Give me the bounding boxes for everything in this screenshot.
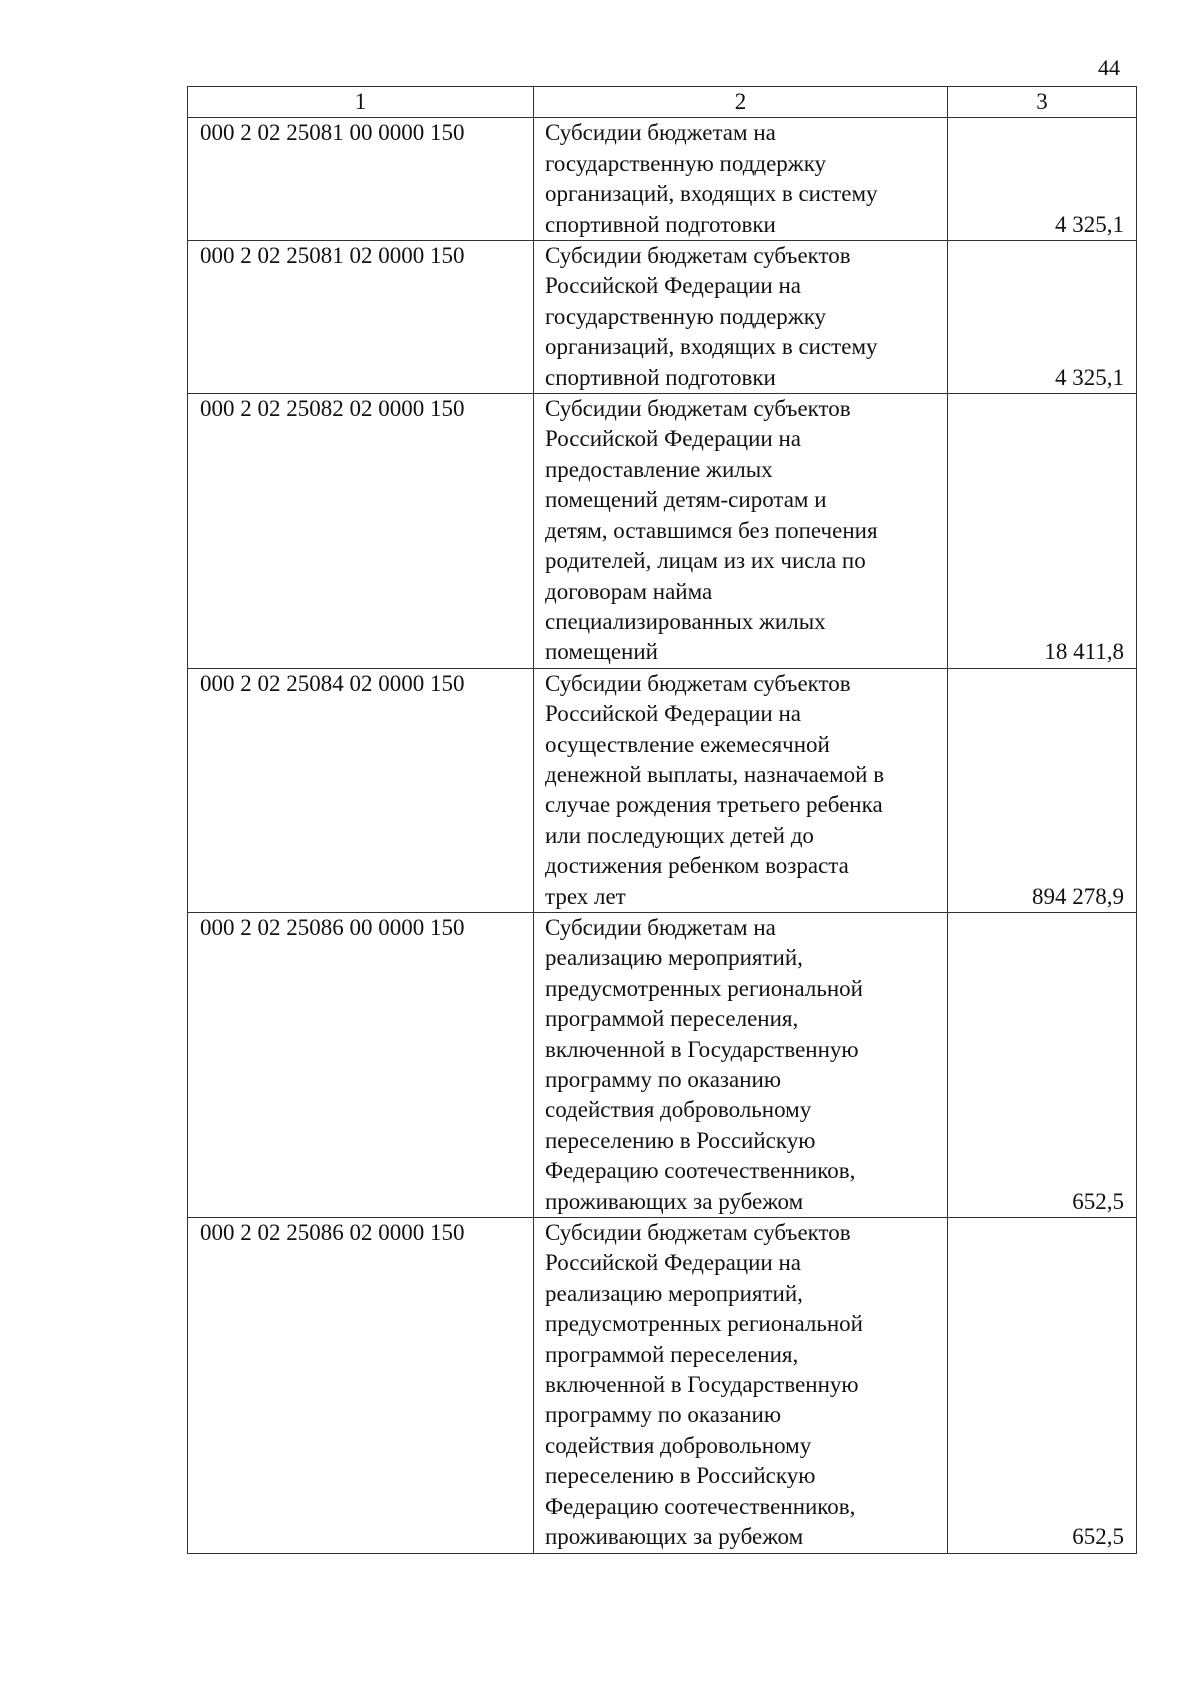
description-line: помещений bbox=[545, 639, 658, 665]
table-row bbox=[188, 394, 1137, 669]
budget-code-cell: 000 2 02 25086 00 0000 150 bbox=[188, 912, 534, 1217]
description-line: организаций, входящих в систему bbox=[545, 181, 878, 207]
description-line: спортивной подготовки bbox=[545, 211, 776, 237]
description-line: Федерацию соотечественников, bbox=[545, 1493, 856, 1519]
description-line: случае рождения третьего ребенка bbox=[545, 792, 883, 818]
description-line: Субсидии бюджетам субъектов bbox=[545, 243, 851, 269]
description-line: Российской Федерации на bbox=[545, 1250, 801, 1276]
description-line: Субсидии бюджетам субъектов bbox=[545, 670, 851, 696]
description-line: переселению в Российскую bbox=[545, 1127, 816, 1153]
description-line: осуществление ежемесячной bbox=[545, 731, 830, 757]
description-line: родителей, лицам из их числа по bbox=[545, 548, 866, 574]
description-line: трех лет bbox=[545, 883, 626, 909]
description-line: Российской Федерации на bbox=[545, 426, 801, 452]
description-line: или последующих детей до bbox=[545, 822, 814, 848]
description-line: помещений детям-сиротам и bbox=[545, 487, 827, 513]
description-line: Федерацию соотечественников, bbox=[545, 1158, 856, 1184]
description-line: реализацию мероприятий, bbox=[545, 945, 803, 971]
budget-code-cell: 000 2 02 25084 02 0000 150 bbox=[188, 668, 534, 912]
table-header-row bbox=[188, 87, 1137, 118]
description-line: достижения ребенком возраста bbox=[545, 853, 849, 879]
amount-cell: 652,5 bbox=[948, 912, 1137, 1217]
description-line: Субсидии бюджетам субъектов bbox=[545, 396, 851, 422]
description-line: Субсидии бюджетам на bbox=[545, 120, 776, 146]
description-line: государственную поддержку bbox=[545, 150, 827, 176]
description-line: организаций, входящих в систему bbox=[545, 334, 878, 360]
description-line: программу по оказанию bbox=[545, 1067, 781, 1092]
description-line: Российской Федерации на bbox=[545, 273, 801, 299]
amount-cell: 4 325,1 bbox=[948, 118, 1137, 241]
table-row bbox=[188, 912, 1137, 1217]
description-line: предусмотренных региональной bbox=[545, 1311, 863, 1337]
description-line: содействия добровольному bbox=[545, 1097, 812, 1123]
page-number: 44 bbox=[1098, 55, 1120, 80]
description-cell bbox=[534, 394, 948, 669]
table-row bbox=[188, 241, 1137, 394]
description-line: программой переселения, bbox=[545, 1006, 799, 1032]
description-cell bbox=[534, 1218, 948, 1553]
amount-cell: 894 278,9 bbox=[948, 668, 1137, 912]
column-header-amount: 3 bbox=[948, 87, 1137, 118]
column-header-code: 1 bbox=[188, 87, 534, 118]
description-line: спортивной подготовки bbox=[545, 364, 776, 390]
table-row bbox=[188, 118, 1137, 241]
description-cell bbox=[534, 241, 948, 394]
description-cell bbox=[534, 118, 948, 241]
description-line: включенной в Государственную bbox=[545, 1036, 859, 1062]
description-line: включенной в Государственную bbox=[545, 1372, 859, 1398]
description-line: детям, оставшимся без попечения bbox=[545, 517, 878, 543]
description-line: проживающих за рубежом bbox=[545, 1188, 804, 1214]
budget-code-cell: 000 2 02 25081 02 0000 150 bbox=[188, 241, 534, 394]
column-header-description: 2 bbox=[534, 87, 948, 118]
budget-code-cell: 000 2 02 25081 00 0000 150 bbox=[188, 118, 534, 241]
description-line: Субсидии бюджетам субъектов bbox=[545, 1220, 851, 1246]
description-line: специализированных жилых bbox=[545, 608, 826, 634]
amount-cell: 652,5 bbox=[948, 1218, 1137, 1553]
table-row bbox=[188, 1218, 1137, 1553]
amount-cell: 4 325,1 bbox=[948, 241, 1137, 394]
budget-code-cell: 000 2 02 25082 02 0000 150 bbox=[188, 394, 534, 669]
budget-table bbox=[187, 86, 1137, 1554]
budget-code-cell: 000 2 02 25086 02 0000 150 bbox=[188, 1218, 534, 1553]
description-line: денежной выплаты, назначаемой в bbox=[545, 761, 885, 787]
description-line: программу по оказанию bbox=[545, 1402, 781, 1428]
description-cell bbox=[534, 668, 948, 912]
description-line: предоставление жилых bbox=[545, 456, 773, 482]
description-line: предусмотренных региональной bbox=[545, 975, 863, 1001]
description-line: проживающих за рубежом bbox=[545, 1524, 804, 1550]
table-row bbox=[188, 668, 1137, 912]
description-line: содействия добровольному bbox=[545, 1432, 812, 1458]
description-line: Российской Федерации на bbox=[545, 701, 801, 727]
description-line: переселению в Российскую bbox=[545, 1463, 816, 1489]
amount-cell: 18 411,8 bbox=[948, 394, 1137, 669]
description-line: Субсидии бюджетам на bbox=[545, 914, 776, 940]
description-line: реализацию мероприятий, bbox=[545, 1280, 803, 1306]
description-line: договорам найма bbox=[545, 578, 713, 604]
description-line: государственную поддержку bbox=[545, 303, 827, 329]
description-line: программой переселения, bbox=[545, 1341, 799, 1367]
description-cell bbox=[534, 912, 948, 1217]
